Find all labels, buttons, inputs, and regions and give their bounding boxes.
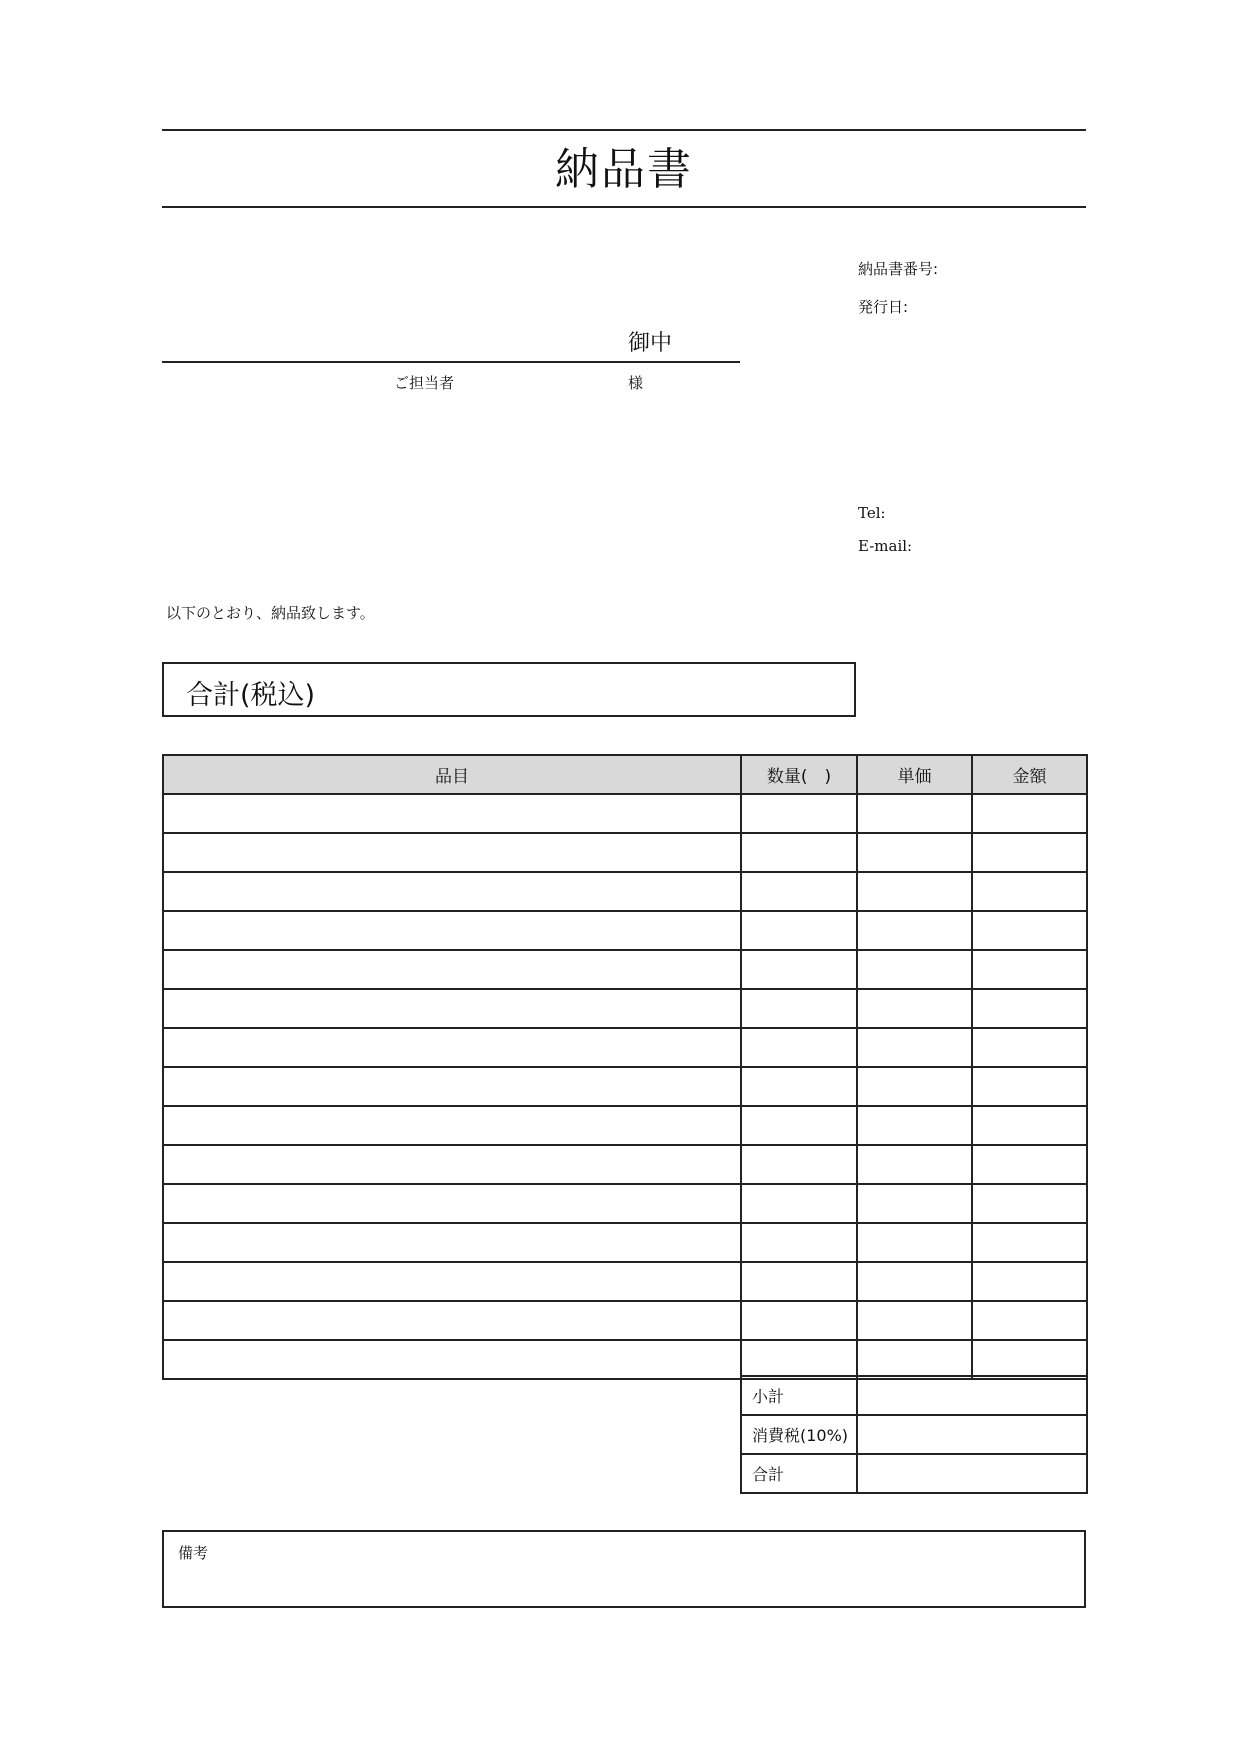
amount-cell[interactable] (972, 872, 1087, 911)
amount-cell[interactable] (972, 1340, 1087, 1379)
item-cell[interactable] (163, 1067, 741, 1106)
item-cell[interactable] (163, 1223, 741, 1262)
unit-price-cell[interactable] (857, 911, 972, 950)
table-row (163, 1184, 1087, 1223)
items-table (162, 754, 1088, 1380)
tax-value[interactable] (857, 1415, 1087, 1454)
item-cell[interactable] (163, 1028, 741, 1067)
table-row (163, 1106, 1087, 1145)
amount-cell[interactable] (972, 989, 1087, 1028)
sama-label: 様 (628, 374, 644, 392)
table-row (163, 1262, 1087, 1301)
quantity-cell[interactable] (741, 1262, 857, 1301)
total-tax-included-label: 合計(税込) (186, 680, 316, 711)
item-cell[interactable] (163, 911, 741, 950)
amount-cell[interactable] (972, 794, 1087, 833)
unit-price-cell[interactable] (857, 989, 972, 1028)
amount-cell[interactable] (972, 1106, 1087, 1145)
title-top-rule (162, 129, 1086, 131)
subtotal-value[interactable] (857, 1376, 1087, 1415)
header-item: 品目 (163, 755, 741, 794)
table-row (163, 911, 1087, 950)
grand-total-label: 合計 (741, 1454, 857, 1493)
unit-price-cell[interactable] (857, 1340, 972, 1379)
tax-label: 消費税(10%) (741, 1415, 857, 1454)
unit-price-cell[interactable] (857, 794, 972, 833)
table-row (163, 950, 1087, 989)
table-row (163, 1067, 1087, 1106)
unit-price-cell[interactable] (857, 950, 972, 989)
quantity-cell[interactable] (741, 1301, 857, 1340)
tax-row (741, 1415, 1087, 1454)
unit-price-cell[interactable] (857, 1262, 972, 1301)
quantity-cell[interactable] (741, 1184, 857, 1223)
issue-date-label: 発行日: (858, 298, 909, 316)
subtotal-label: 小計 (741, 1376, 857, 1415)
quantity-cell[interactable] (741, 833, 857, 872)
quantity-cell[interactable] (741, 1145, 857, 1184)
header-amount: 金額 (972, 755, 1087, 794)
item-cell[interactable] (163, 1262, 741, 1301)
table-row (163, 1340, 1087, 1379)
unit-price-cell[interactable] (857, 1301, 972, 1340)
quantity-cell[interactable] (741, 911, 857, 950)
item-cell[interactable] (163, 794, 741, 833)
summary-table (740, 1375, 1088, 1494)
items-header-row (163, 755, 1087, 794)
unit-price-cell[interactable] (857, 833, 972, 872)
header-unit-price: 単価 (857, 755, 972, 794)
item-cell[interactable] (163, 1301, 741, 1340)
document-title: 納品書 (555, 144, 693, 195)
quantity-cell[interactable] (741, 1223, 857, 1262)
item-cell[interactable] (163, 872, 741, 911)
amount-cell[interactable] (972, 911, 1087, 950)
total-tax-included-box (162, 662, 856, 717)
amount-cell[interactable] (972, 1262, 1087, 1301)
amount-cell[interactable] (972, 833, 1087, 872)
header-quantity: 数量( ) (741, 755, 857, 794)
unit-price-cell[interactable] (857, 1223, 972, 1262)
table-row (163, 794, 1087, 833)
table-row (163, 989, 1087, 1028)
unit-price-cell[interactable] (857, 1145, 972, 1184)
quantity-cell[interactable] (741, 989, 857, 1028)
subtotal-row (741, 1376, 1087, 1415)
unit-price-cell[interactable] (857, 1106, 972, 1145)
amount-cell[interactable] (972, 950, 1087, 989)
quantity-cell[interactable] (741, 1340, 857, 1379)
notes-label: 備考 (178, 1544, 209, 1562)
quantity-cell[interactable] (741, 950, 857, 989)
item-cell[interactable] (163, 833, 741, 872)
onchu-label: 御中 (628, 331, 673, 356)
notes-box[interactable] (162, 1530, 1086, 1608)
amount-cell[interactable] (972, 1184, 1087, 1223)
unit-price-cell[interactable] (857, 1067, 972, 1106)
item-cell[interactable] (163, 1145, 741, 1184)
intro-text: 以下のとおり、納品致します。 (166, 604, 375, 622)
table-row (163, 1223, 1087, 1262)
quantity-cell[interactable] (741, 872, 857, 911)
unit-price-cell[interactable] (857, 872, 972, 911)
table-row (163, 872, 1087, 911)
amount-cell[interactable] (972, 1223, 1087, 1262)
grand-total-row (741, 1454, 1087, 1493)
unit-price-cell[interactable] (857, 1184, 972, 1223)
quantity-cell[interactable] (741, 1028, 857, 1067)
table-row (163, 833, 1087, 872)
table-row (163, 1028, 1087, 1067)
item-cell[interactable] (163, 1106, 741, 1145)
quantity-cell[interactable] (741, 794, 857, 833)
title-bottom-rule (162, 206, 1086, 208)
unit-price-cell[interactable] (857, 1028, 972, 1067)
amount-cell[interactable] (972, 1145, 1087, 1184)
grand-total-value[interactable] (857, 1454, 1087, 1493)
delivery-number-label: 納品書番号: (858, 260, 939, 278)
email-label: E-mail: (858, 537, 913, 555)
tel-label: Tel: (858, 504, 886, 522)
item-cell[interactable] (163, 1184, 741, 1223)
table-row (163, 1301, 1087, 1340)
item-cell[interactable] (163, 950, 741, 989)
table-row (163, 1145, 1087, 1184)
recipient-rule (162, 361, 740, 363)
item-cell[interactable] (163, 989, 741, 1028)
amount-cell[interactable] (972, 1028, 1087, 1067)
amount-cell[interactable] (972, 1301, 1087, 1340)
contact-label: ご担当者 (394, 374, 455, 392)
quantity-cell[interactable] (741, 1106, 857, 1145)
item-cell[interactable] (163, 1340, 741, 1379)
amount-cell[interactable] (972, 1067, 1087, 1106)
quantity-cell[interactable] (741, 1067, 857, 1106)
